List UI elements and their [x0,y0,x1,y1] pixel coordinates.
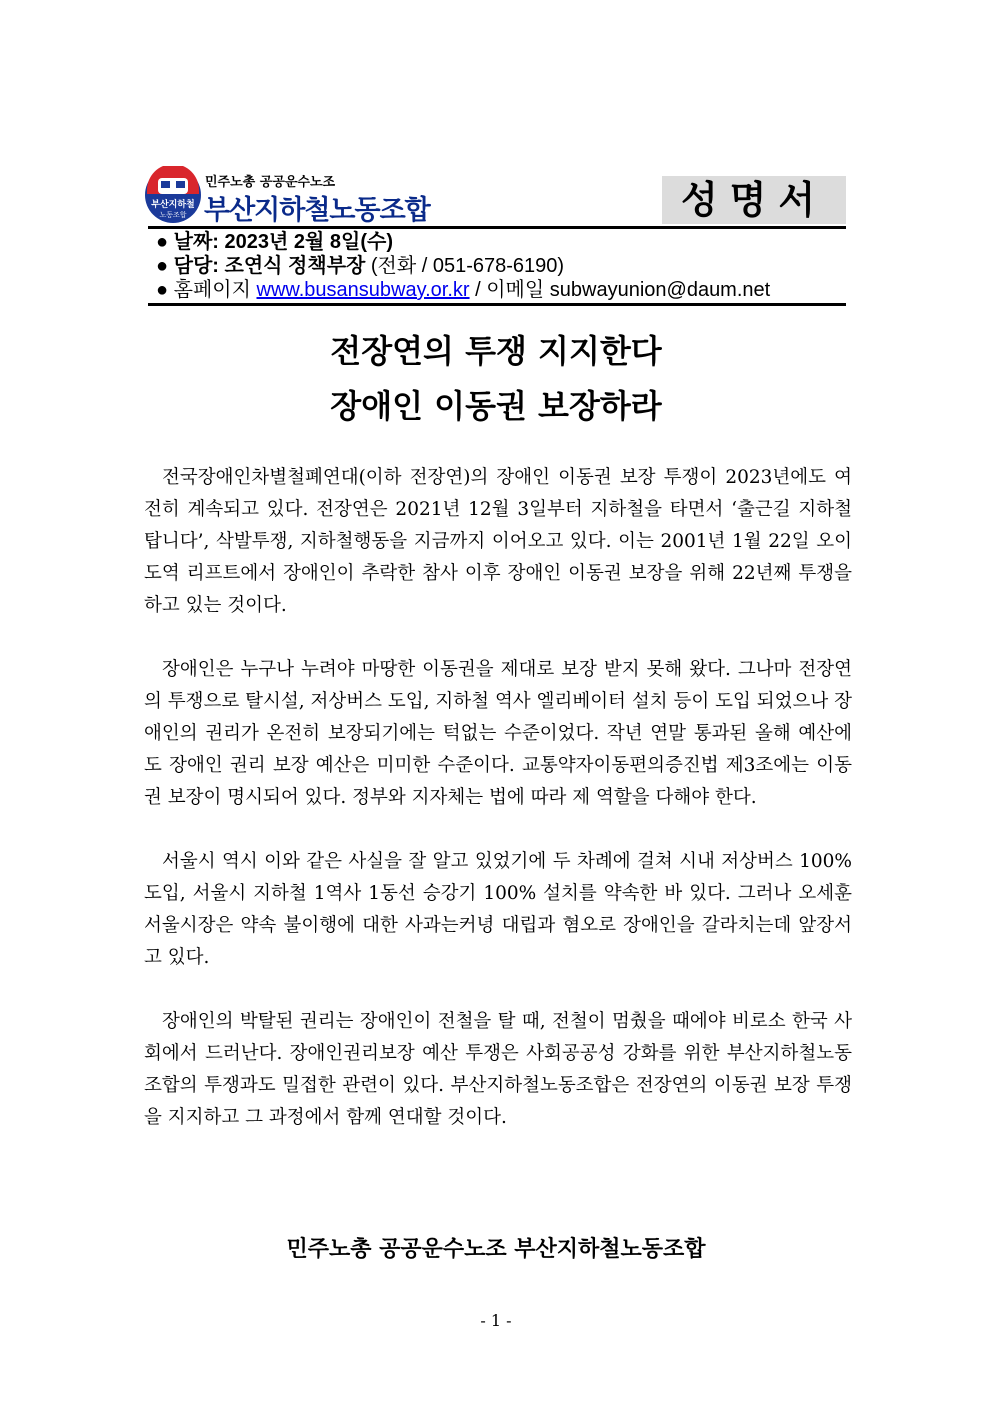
paragraph-2: 장애인은 누구나 누려야 마땅한 이동권을 제대로 보장 받지 못해 왔다. 그나마 전장연의 투쟁으로 탈시설, 저상버스 도입, 지하철 역사 엘리베이터 설치 등이 도입 되었으나 장애인의 권리가 온전히 보장되기에는 턱없는 수준이었다. 작년 연말 통과된 올해 예산에도 장애인 권리 보장 예산은 미미한 수준이다. 교통약자이동편의증진법 제3조에는 이동권 보장이 명시되어 있다. 정부와 지자체는 법에 따라 제 역할을 다해야 한다. [144,659,852,808]
contact-phone: (전화 / 051-678-6190) [370,255,565,277]
info-contact [156,254,564,278]
bullet-icon: ● [156,279,169,301]
contact-value: 조연식 정책부장 [224,255,366,277]
headline-line-2: 장애인 이동권 보장하라 [330,387,662,425]
org-union-name: 부산지하철노동조합 [204,195,430,226]
email-label: / 이메일 [475,279,545,301]
paragraph-4: 장애인의 박탈된 권리는 장애인이 전철을 탈 때, 전철이 멈췄을 때에야 비로소 한국 사회에서 드러난다. 장애인권리보장 예산 투쟁은 사회공공성 강화를 위한 부산지하철노동조합의 투쟁과도 밀접한 관련이 있다. 부산지하철노동조합은 전장연의 이동권 보장 투쟁을 지지하고 그 과정에서 함께 연대할 것이다. [144,1011,852,1128]
paragraph-1: 전국장애인차별철폐연대(이하 전장연)의 장애인 이동권 보장 투쟁이 2023년에도 여전히 계속되고 있다. 전장연은 2021년 12월 3일부터 지하철을 타면서 ‘출근길 지하철 탑니다’, 삭발투쟁, 지하철행동을 지금까지 이어오고 있다. 이는 2001년 1월 22일 오이도역 리프트에서 장애인이 추락한 참사 이후 장애인 이동권 보장을 위해 22년째 투쟁을 하고 있는 것이다. [144,467,852,616]
org-federation-name: 민주노총 공공운수노조 [205,175,336,190]
union-logo-icon [144,166,202,224]
logo-text-top: 부산지하철 [151,200,195,210]
bullet-icon: ● [156,231,169,253]
document-type-label: 성명서 [662,176,846,224]
date-value: 2023년 2월 8일(수) [224,231,393,253]
contact-label: 담당: [173,255,219,277]
logo-text-bottom: 노동조합 [159,211,187,219]
paragraph-3: 서울시 역시 이와 같은 사실을 잘 알고 있었기에 두 차례에 걸쳐 시내 저상버스 100% 도입, 서울시 지하철 1역사 1동선 승강기 100% 설치를 약속한 바 있다. 그러나 오세훈 서울시장은 약속 불이행에 대한 사과는커녕 대립과 혐오로 장애인을 갈라치는데 앞장서고 있다. [144,851,852,968]
info-links [156,278,770,302]
email-address[interactable]: subwayunion@daum.net [549,279,771,301]
header-rule-bottom [148,303,846,306]
headline-line-1: 전장연의 투쟁 지지한다 [330,332,662,370]
signature: 민주노총 공공운수노조 부산지하철노동조합 [286,1237,706,1262]
info-date [156,230,393,254]
bullet-icon: ● [156,255,169,277]
statement-body [144,462,852,1166]
date-label: 날짜: [173,231,219,253]
homepage-label: 홈페이지 [173,279,251,301]
page-number: - 1 - [480,1311,512,1330]
header-rule-top [148,226,846,229]
homepage-link[interactable]: www.busansubway.or.kr [256,279,470,301]
